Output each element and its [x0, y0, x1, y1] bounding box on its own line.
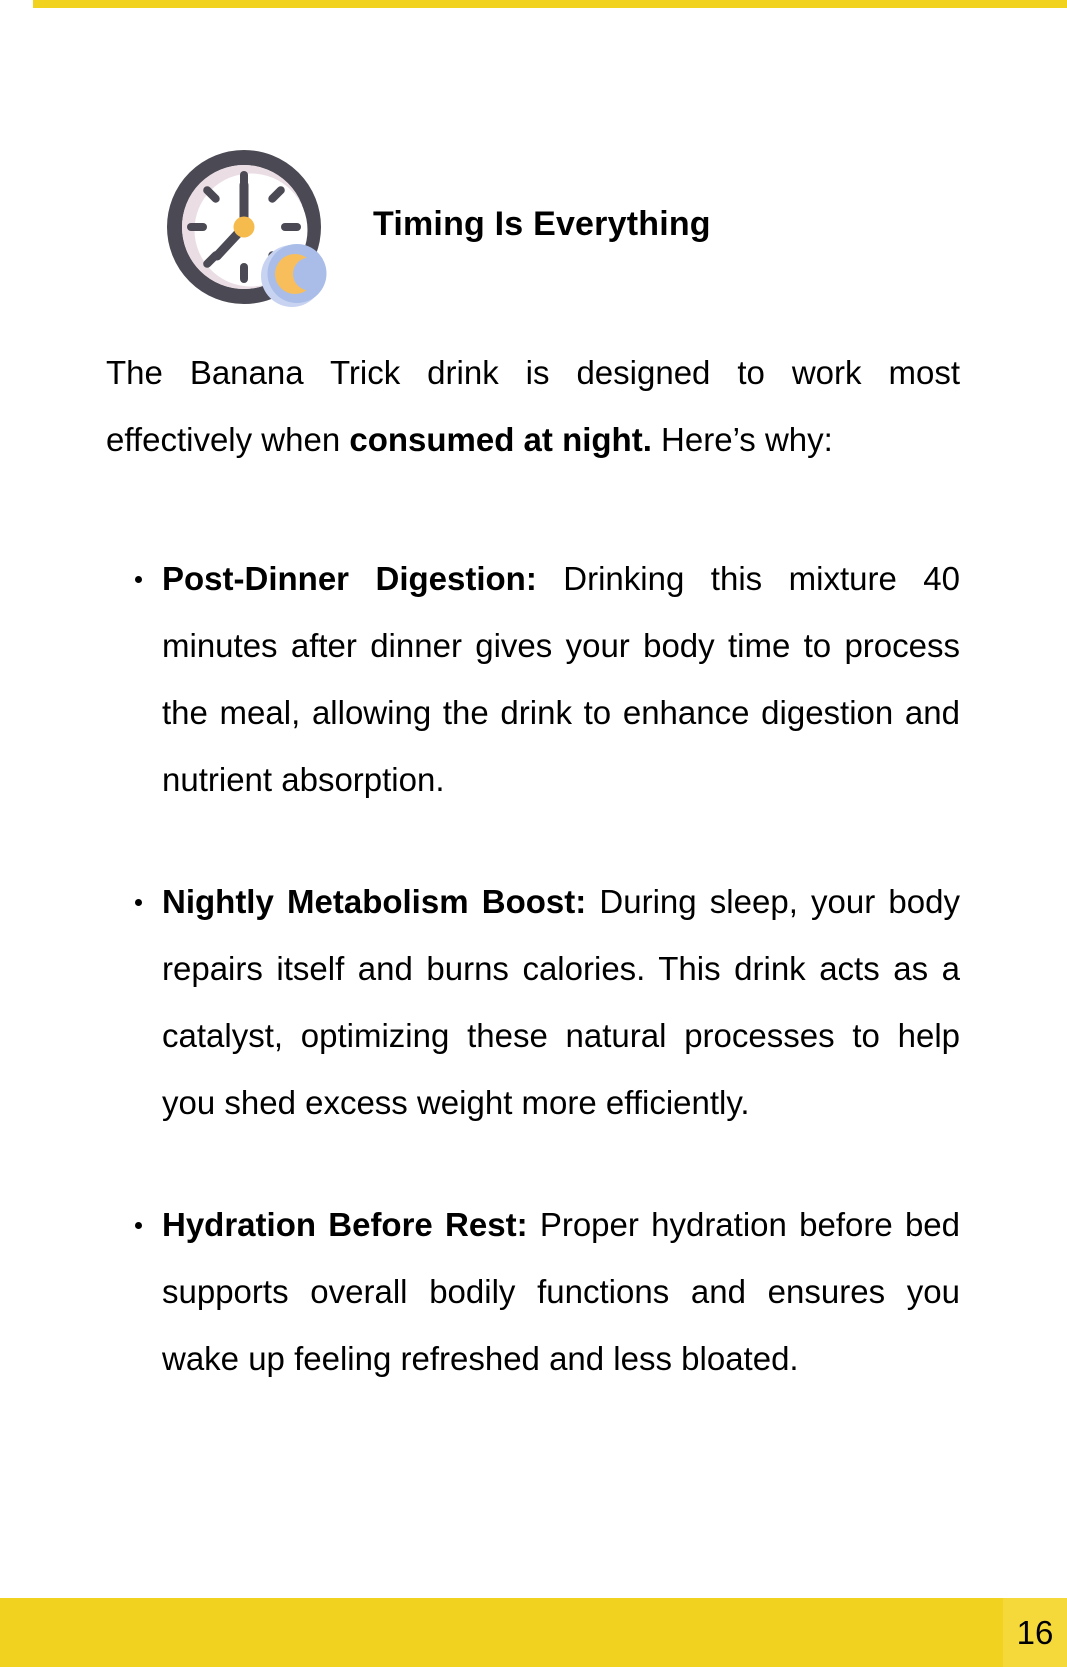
- intro-text-post: Here’s why:: [651, 421, 833, 458]
- intro-paragraph: [106, 339, 960, 473]
- list-item-hydration-before-rest: [106, 1191, 960, 1392]
- section-header: [162, 146, 711, 311]
- list-item-nightly-metabolism-boost: [106, 868, 960, 1136]
- bullet-title: Post-Dinner Digestion:: [162, 560, 537, 597]
- bullet-text: Drinking this mixture 40 minutes after dinner gives your body time to process the meal, allowing the drink to enhance digestion and nutrient absorption.: [162, 560, 960, 798]
- bullet-list: [106, 545, 960, 1392]
- intro-text-bold: consumed at night.: [349, 421, 652, 458]
- page-number: 16: [1016, 1613, 1054, 1651]
- bullet-title: Nightly Metabolism Boost:: [162, 883, 587, 920]
- bullet-title: Hydration Before Rest:: [162, 1206, 528, 1243]
- bullet-text: Proper hydration before bed supports overall bodily functions and ensures you wake up feeling refreshed and less bloated.: [162, 1206, 961, 1377]
- clock-night-icon: [162, 146, 328, 311]
- bullet-text: During sleep, your body repairs itself and burns calories. This drink acts as a catalyst, optimizing these natural processes to help you shed excess weight more efficiently.: [162, 883, 960, 1121]
- page-title: Timing Is Everything: [373, 205, 711, 243]
- footer-bar: [0, 1598, 1067, 1667]
- list-item-post-dinner-digestion: [106, 545, 960, 813]
- top-accent-bar: [33, 0, 1067, 8]
- intro-text-pre: The Banana Trick drink is designed to work most effectively when: [106, 354, 960, 458]
